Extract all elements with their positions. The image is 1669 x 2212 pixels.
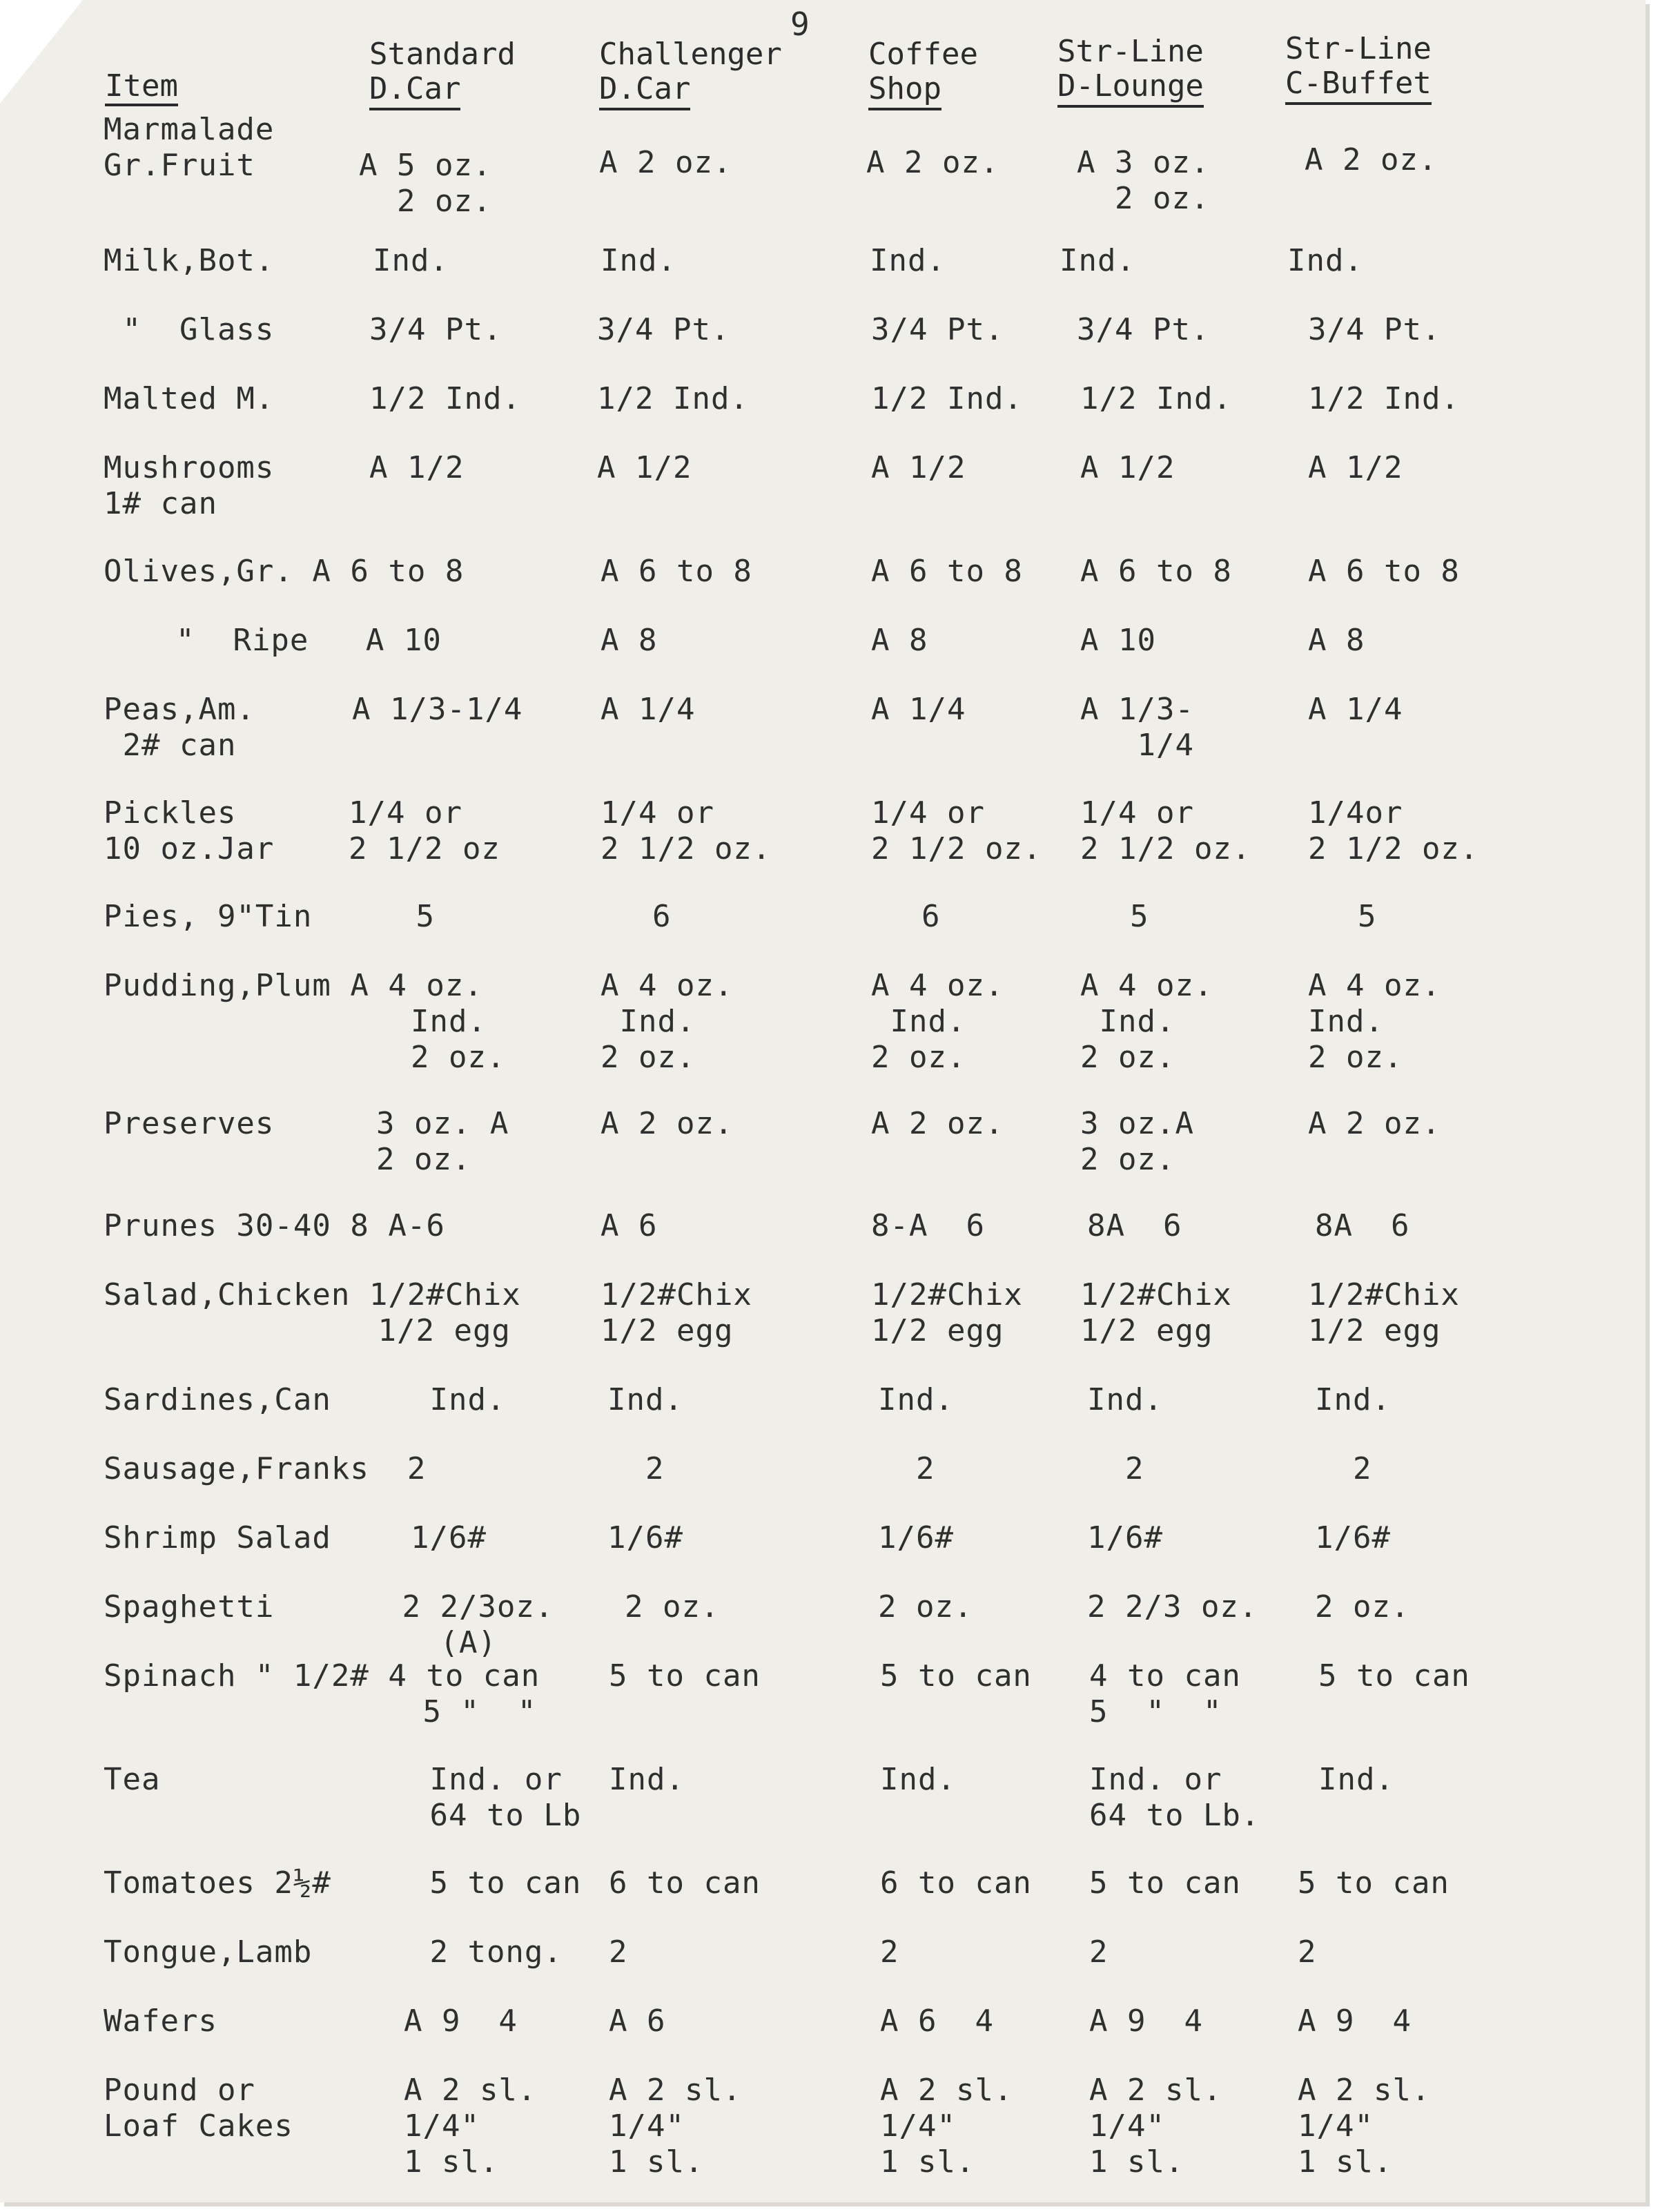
value-strline-cbuffet: 5 to can: [1318, 1658, 1470, 1694]
column-header-challenger-dcar: [599, 37, 782, 110]
column-header-strline-dlounge: [1057, 35, 1204, 108]
item-cell: Preserves: [104, 1106, 275, 1141]
header-line1: Str-Line: [1057, 34, 1204, 69]
value-challenger-dcar: 6: [614, 899, 672, 934]
value-coffee-shop: 1/6#: [878, 1520, 954, 1555]
item-cell: " Glass: [104, 312, 275, 347]
value-coffee-shop: 6 to can: [880, 1865, 1032, 1901]
value-challenger-dcar: A 2 sl. 1/4" 1 sl.: [609, 2073, 742, 2180]
item-cell: Spaghetti: [104, 1589, 275, 1624]
header-line1: Standard: [369, 37, 516, 72]
item-cell: Malted M.: [104, 381, 275, 416]
value-challenger-dcar: 6 to can: [609, 1865, 761, 1901]
value-coffee-shop: 1/2 Ind.: [871, 381, 1023, 416]
value-coffee-shop: A 1/4: [871, 692, 966, 727]
value-strline-cbuffet: Ind.: [1287, 243, 1363, 278]
value-challenger-dcar: 1/2 Ind.: [597, 381, 749, 416]
value-challenger-dcar: A 2 oz.: [601, 1106, 734, 1141]
value-coffee-shop: A 2 oz.: [871, 1106, 1004, 1141]
value-strline-cbuffet: 5: [1320, 899, 1377, 934]
value-standard-dcar: Ind.: [373, 1382, 506, 1417]
value-strline-dlounge: A 6 to 8: [1080, 554, 1232, 589]
value-challenger-dcar: Ind.: [607, 1382, 683, 1417]
column-header-coffee-shop: [868, 37, 978, 110]
item-cell: Spinach " 1/2# 4 to can: [104, 1658, 540, 1694]
value-coffee-shop: 2 oz.: [878, 1589, 973, 1624]
value-coffee-shop: 6: [884, 899, 941, 934]
value-challenger-dcar: A 6: [609, 2004, 666, 2039]
value-standard-dcar: Ind. 2 oz.: [410, 1004, 506, 1075]
value-challenger-dcar: 5 to can: [609, 1658, 761, 1694]
value-challenger-dcar: A 8: [601, 623, 658, 658]
value-challenger-dcar: 2: [607, 1451, 665, 1486]
value-strline-dlounge: 3/4 Pt.: [1077, 312, 1210, 347]
value-strline-dlounge: A 9 4: [1089, 2004, 1203, 2039]
value-strline-cbuffet: A 2 sl. 1/4" 1 sl.: [1298, 2073, 1431, 2180]
item-cell: Pound or Loaf Cakes: [104, 2073, 293, 2144]
value-standard-dcar: 3/4 Pt.: [369, 312, 502, 347]
value-strline-cbuffet: 8A 6: [1315, 1208, 1410, 1243]
value-strline-dlounge: A 4 oz. Ind. 2 oz.: [1080, 968, 1213, 1075]
column-header-strline-cbuffet: [1285, 32, 1432, 105]
value-standard-dcar: 5: [359, 899, 435, 934]
column-header-item: Item: [105, 69, 178, 106]
value-standard-dcar: 2 2/3oz. (A): [402, 1589, 554, 1660]
value-strline-cbuffet: 1/2#Chix 1/2 egg: [1308, 1277, 1460, 1348]
value-strline-cbuffet: A 8: [1308, 623, 1365, 658]
value-strline-dlounge: 5: [1092, 899, 1149, 934]
item-cell: Pies, 9"Tin: [104, 899, 313, 934]
value-challenger-dcar: 2 oz.: [625, 1589, 720, 1624]
value-coffee-shop: Ind.: [880, 1762, 956, 1797]
value-strline-dlounge: 1/2#Chix 1/2 egg: [1080, 1277, 1232, 1348]
value-strline-dlounge: 1/2 Ind.: [1080, 381, 1232, 416]
item-cell: Tea: [104, 1762, 161, 1797]
value-strline-cbuffet: A 9 4: [1298, 2004, 1412, 2039]
value-challenger-dcar: A 6 to 8: [601, 554, 752, 589]
value-coffee-shop: A 6 to 8: [871, 554, 1023, 589]
value-standard-dcar: A 1/3-1/4: [352, 692, 523, 727]
value-strline-dlounge: A 10: [1080, 623, 1156, 658]
value-standard-dcar: 1/4 or 2 1/2 oz: [349, 795, 500, 866]
value-strline-dlounge: A 1/2: [1080, 450, 1175, 485]
value-standard-dcar: 1/2 Ind.: [369, 381, 521, 416]
value-challenger-dcar: Ind.: [609, 1762, 685, 1797]
item-cell: Pickles 10 oz.Jar: [104, 795, 275, 866]
value-standard-dcar: A 1/2: [369, 450, 465, 485]
item-cell: Shrimp Salad: [104, 1520, 331, 1555]
item-cell: Mushrooms 1# can: [104, 450, 275, 521]
value-strline-dlounge: 1/4 or 2 1/2 oz.: [1080, 795, 1251, 866]
value-challenger-dcar: A 4 oz. Ind. 2 oz.: [601, 968, 734, 1075]
header-line1: Str-Line: [1285, 31, 1432, 66]
value-standard-dcar: 2 tong.: [373, 1934, 563, 1970]
value-strline-dlounge: 2: [1087, 1451, 1144, 1486]
torn-corner: [0, 0, 83, 104]
value-standard-dcar: A 5 oz. 2 oz.: [359, 148, 492, 219]
value-strline-dlounge: 3 oz.A 2 oz.: [1080, 1106, 1194, 1177]
value-challenger-dcar: A 1/4: [601, 692, 696, 727]
value-strline-dlounge: A 3 oz. 2 oz.: [1077, 145, 1210, 216]
value-standard-dcar: 1/2 egg: [378, 1313, 511, 1348]
item-cell: Salad,Chicken 1/2#Chix: [104, 1277, 521, 1312]
value-strline-dlounge: 5 to can: [1089, 1865, 1241, 1901]
value-strline-dlounge: A 2 sl. 1/4" 1 sl.: [1089, 2073, 1222, 2180]
item-cell: Pudding,Plum A 4 oz.: [104, 968, 483, 1003]
value-standard-dcar: Ind.: [373, 243, 449, 278]
item-cell: Tomatoes 2½#: [104, 1865, 331, 1901]
value-standard-dcar: 5 " ": [422, 1694, 537, 1729]
header-line2: D-Lounge: [1057, 69, 1204, 108]
item-cell: Marmalade Gr.Fruit: [104, 112, 275, 183]
value-strline-cbuffet: A 6 to 8: [1308, 554, 1460, 589]
value-strline-dlounge: 8A 6: [1087, 1208, 1182, 1243]
item-cell: Peas,Am. 2# can: [104, 692, 255, 763]
value-standard-dcar: 1/6#: [373, 1520, 487, 1555]
value-strline-dlounge: 4 to can 5 " ": [1089, 1658, 1241, 1729]
value-coffee-shop: Ind.: [878, 1382, 954, 1417]
value-coffee-shop: 3/4 Pt.: [871, 312, 1004, 347]
value-strline-dlounge: A 1/3- 1/4: [1080, 692, 1194, 763]
value-strline-dlounge: Ind.: [1087, 1382, 1163, 1417]
value-coffee-shop: 2: [878, 1451, 935, 1486]
value-strline-dlounge: 2: [1089, 1934, 1109, 1970]
item-cell: Tongue,Lamb: [104, 1934, 313, 1970]
value-strline-cbuffet: 1/4or 2 1/2 oz.: [1308, 795, 1479, 866]
value-strline-cbuffet: 2 oz.: [1315, 1589, 1410, 1624]
column-header-standard-dcar: [369, 37, 516, 110]
value-challenger-dcar: Ind.: [601, 243, 676, 278]
value-strline-cbuffet: A 1/2: [1308, 450, 1403, 485]
value-standard-dcar: A 9 4: [366, 2004, 518, 2039]
value-strline-cbuffet: Ind.: [1318, 1762, 1394, 1797]
item-cell: Prunes 30-40 8 A-6: [104, 1208, 445, 1243]
value-coffee-shop: A 6 4: [880, 2004, 994, 2039]
value-strline-dlounge: 2 2/3 oz.: [1087, 1589, 1258, 1624]
value-challenger-dcar: 2: [609, 1934, 628, 1970]
value-strline-cbuffet: A 4 oz. Ind. 2 oz.: [1308, 968, 1441, 1075]
item-cell: Wafers: [104, 2004, 217, 2039]
value-standard-dcar: Ind. or 64 to Lb: [429, 1762, 582, 1833]
value-strline-cbuffet: A 2 oz.: [1305, 142, 1438, 177]
value-coffee-shop: 1/4 or 2 1/2 oz.: [871, 795, 1042, 866]
item-cell: " Ripe A 10: [138, 623, 442, 658]
value-coffee-shop: 1/2#Chix 1/2 egg: [871, 1277, 1023, 1348]
value-standard-dcar: 5 to can: [373, 1865, 582, 1901]
value-coffee-shop: A 2 sl. 1/4" 1 sl.: [880, 2073, 1013, 2180]
header-line2: D.Car: [369, 72, 460, 110]
item-cell: Milk,Bot.: [104, 243, 275, 278]
value-challenger-dcar: 1/2#Chix 1/2 egg: [601, 1277, 752, 1348]
value-strline-dlounge: Ind.: [1060, 243, 1135, 278]
value-coffee-shop: 8-A 6: [871, 1208, 985, 1243]
value-coffee-shop: 5 to can: [880, 1658, 1032, 1694]
value-strline-cbuffet: A 1/4: [1308, 692, 1403, 727]
value-coffee-shop: A 1/2: [871, 450, 966, 485]
value-coffee-shop: A 2 oz.: [866, 145, 999, 180]
item-cell: Olives,Gr. A 6 to 8: [104, 554, 465, 589]
header-line2: C-Buffet: [1285, 66, 1432, 105]
value-strline-cbuffet: 2: [1315, 1451, 1372, 1486]
value-strline-cbuffet: 3/4 Pt.: [1308, 312, 1441, 347]
value-coffee-shop: A 4 oz. Ind. 2 oz.: [871, 968, 1004, 1075]
value-challenger-dcar: A 2 oz.: [599, 145, 732, 180]
value-strline-dlounge: Ind. or 64 to Lb.: [1089, 1762, 1260, 1833]
value-standard-dcar: A 2 sl. 1/4" 1 sl.: [403, 2073, 537, 2180]
item-cell: Sardines,Can: [104, 1382, 331, 1417]
header-line1: Challenger: [599, 37, 782, 72]
value-strline-cbuffet: Ind.: [1315, 1382, 1391, 1417]
value-strline-dlounge: 1/6#: [1087, 1520, 1163, 1555]
value-coffee-shop: Ind.: [870, 243, 946, 278]
header-line2: D.Car: [599, 72, 690, 110]
value-challenger-dcar: A 1/2: [597, 450, 692, 485]
value-coffee-shop: A 8: [871, 623, 928, 658]
item-cell: Sausage,Franks 2: [104, 1451, 427, 1486]
value-strline-cbuffet: 1/2 Ind.: [1308, 381, 1460, 416]
value-coffee-shop: 2: [880, 1934, 899, 1970]
value-challenger-dcar: 1/6#: [607, 1520, 683, 1555]
page-number: 9: [790, 6, 810, 43]
value-strline-cbuffet: 5 to can: [1298, 1865, 1450, 1901]
value-challenger-dcar: A 6: [601, 1208, 658, 1243]
header-line2: Shop: [868, 72, 941, 110]
value-challenger-dcar: 3/4 Pt.: [597, 312, 730, 347]
value-challenger-dcar: 1/4 or 2 1/2 oz.: [601, 795, 772, 866]
value-standard-dcar: 3 oz. A 2 oz.: [375, 1106, 509, 1177]
value-strline-cbuffet: 1/6#: [1315, 1520, 1391, 1555]
value-strline-cbuffet: A 2 oz.: [1308, 1106, 1441, 1141]
header-line1: Coffee: [868, 37, 978, 72]
value-strline-cbuffet: 2: [1298, 1934, 1317, 1970]
